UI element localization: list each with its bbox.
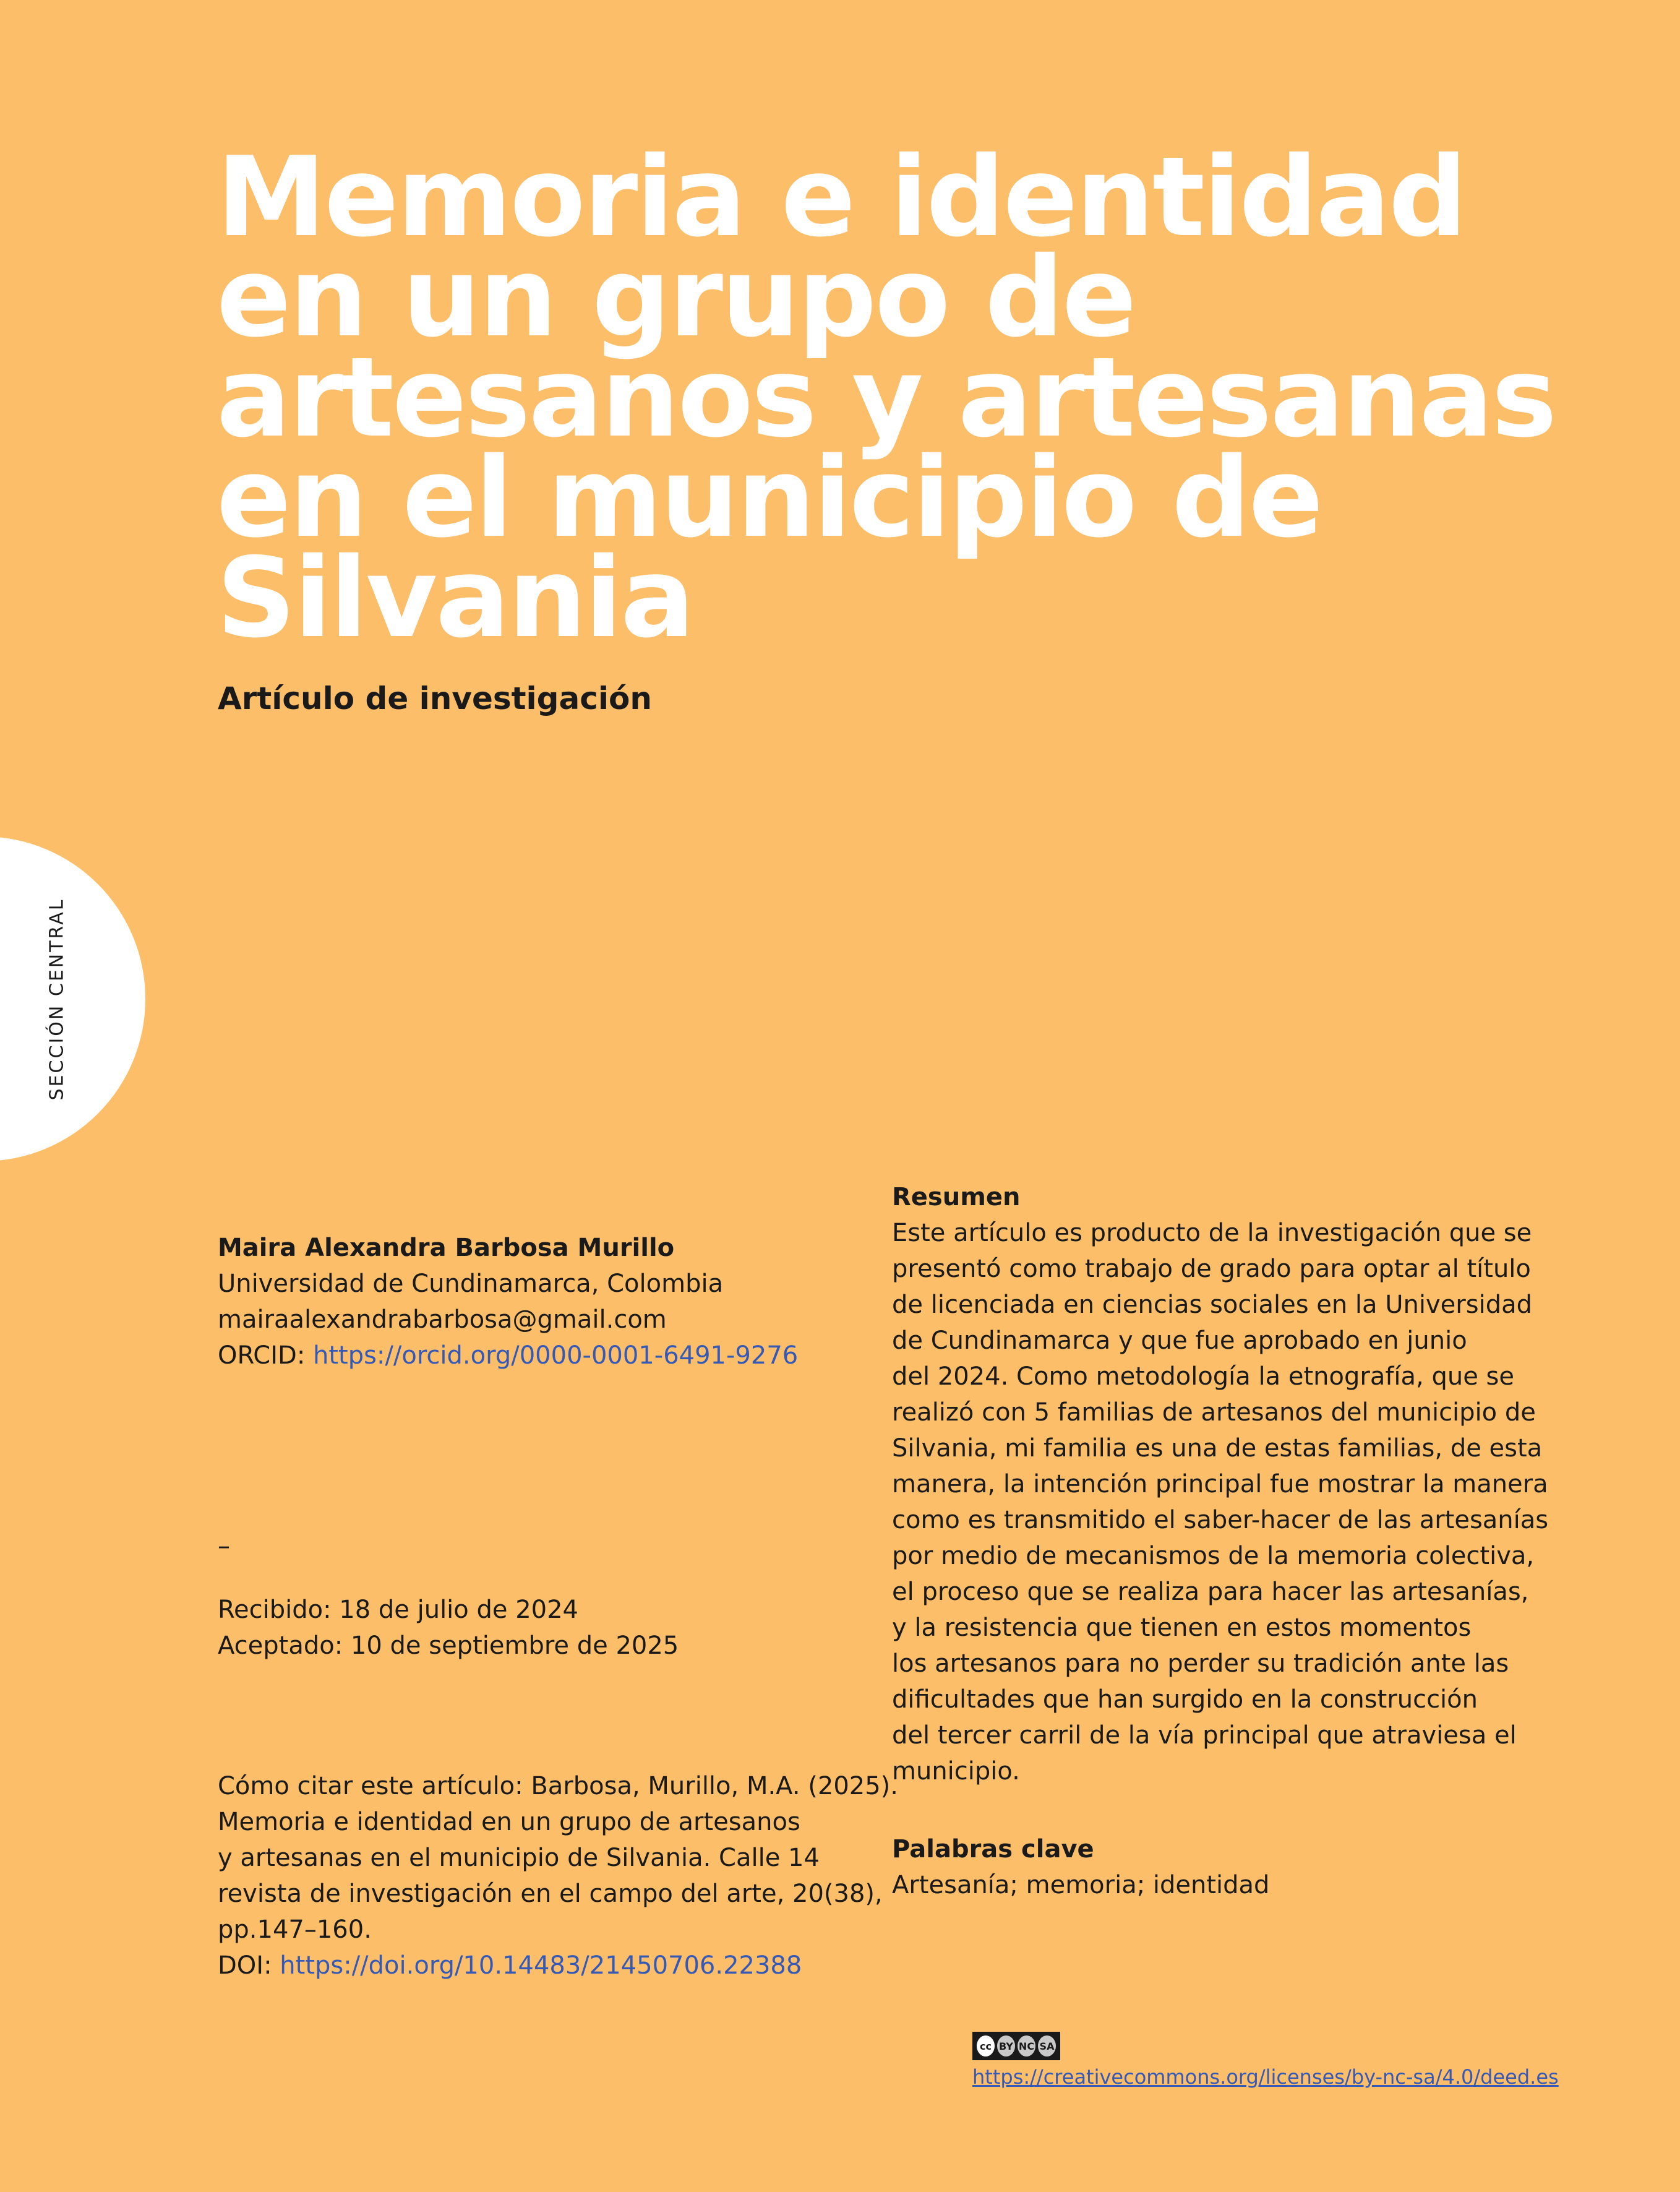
abstract-line: del tercer carril de la vía principal que atraviesa el (892, 1721, 1517, 1750)
keywords-heading: Palabras clave (892, 1835, 1094, 1863)
abstract-line: dificultades que han surgido en la construcción (892, 1685, 1478, 1714)
title-line: artesanos y artesanas (216, 333, 1556, 462)
abstract-line: realizó con 5 familias de artesanos del municipio de (892, 1398, 1536, 1427)
abstract-line: el proceso que se realiza para hacer las artesanías, (892, 1578, 1529, 1606)
citation-line: Memoria e identidad en un grupo de artesanos (218, 1808, 800, 1836)
license-block (972, 2032, 1559, 2089)
separator: – (218, 1532, 230, 1560)
article-title (216, 133, 1608, 662)
cc-license-badge[interactable] (972, 2032, 1060, 2060)
author-name: Maira Alexandra Barbosa Murillo (218, 1234, 675, 1262)
abstract-line: como es transmitido el saber-hacer de las artesanías (892, 1506, 1549, 1534)
citation-line: y artesanas en el municipio de Silvania. Calle 14 (218, 1844, 820, 1872)
title-line: Silvania (216, 534, 693, 662)
license-link[interactable]: https://creativecommons.org/licenses/by-nc-sa/4.0/deed.es (972, 2065, 1559, 2089)
citation-line: revista de investigación en el campo del arte, 20(38), (218, 1880, 883, 1908)
citation-line: pp.147–160. (218, 1915, 372, 1944)
sa-icon: SA (1038, 2035, 1056, 2057)
doi-link[interactable]: https://doi.org/10.14483/21450706.22388 (280, 1951, 802, 1980)
abstract-line: de licenciada en ciencias sociales en la Universidad (892, 1291, 1532, 1319)
by-icon: BY (997, 2035, 1015, 2057)
accepted-date: Aceptado: 10 de septiembre de 2025 (218, 1631, 679, 1660)
author-email[interactable]: mairaalexandrabarbosa@gmail.com (218, 1305, 667, 1334)
nc-icon: NC (1018, 2035, 1035, 2057)
keywords-text: Artesanía; memoria; identidad (892, 1871, 1270, 1899)
abstract-line: del 2024. Como metodología la etnografía, que se (892, 1362, 1514, 1391)
abstract-heading: Resumen (892, 1183, 1021, 1211)
article-type: Artículo de investigación (218, 681, 652, 716)
abstract-line: presentó como trabajo de grado para optar al título (892, 1255, 1531, 1283)
orcid-link[interactable]: https://orcid.org/0000-0001-6491-9276 (313, 1341, 799, 1370)
abstract-line: por medio de mecanismos de la memoria colectiva, (892, 1542, 1535, 1570)
received-date: Recibido: 18 de julio de 2024 (218, 1596, 578, 1624)
keywords-block (892, 1831, 1269, 1903)
title-line: en un grupo de (216, 233, 1135, 361)
abstract-line: manera, la intención principal fue mostrar la manera (892, 1470, 1548, 1498)
cc-icon: cc (977, 2035, 995, 2057)
abstract-line: y la resistencia que tienen en estos momentos (892, 1614, 1472, 1642)
doi-label: DOI: (218, 1951, 280, 1980)
author-block (218, 1230, 798, 1373)
citation-doi (218, 1948, 898, 1984)
section-label: SECCIÓN CENTRAL (46, 898, 68, 1101)
abstract-line: los artesanos para no perder su tradición ante las (892, 1649, 1509, 1678)
title-line: en el municipio de (216, 434, 1322, 562)
abstract-line: Silvania, mi familia es una de estas familias, de esta (892, 1434, 1543, 1463)
author-orcid (218, 1338, 798, 1373)
dates-block (218, 1592, 679, 1664)
abstract-block (892, 1179, 1548, 1789)
author-affiliation: Universidad de Cundinamarca, Colombia (218, 1270, 724, 1298)
title-line: Memoria e identidad (216, 133, 1466, 261)
abstract-line: Este artículo es producto de la investigación que se (892, 1219, 1532, 1247)
abstract-line: municipio. (892, 1757, 1020, 1786)
citation-block (218, 1768, 898, 1984)
citation-line: Cómo citar este artículo: Barbosa, Murillo, M.A. (2025). (218, 1772, 898, 1800)
orcid-label: ORCID: (218, 1341, 314, 1370)
abstract-line: de Cundinamarca y que fue aprobado en junio (892, 1326, 1467, 1355)
section-marker-circle (0, 836, 145, 1161)
